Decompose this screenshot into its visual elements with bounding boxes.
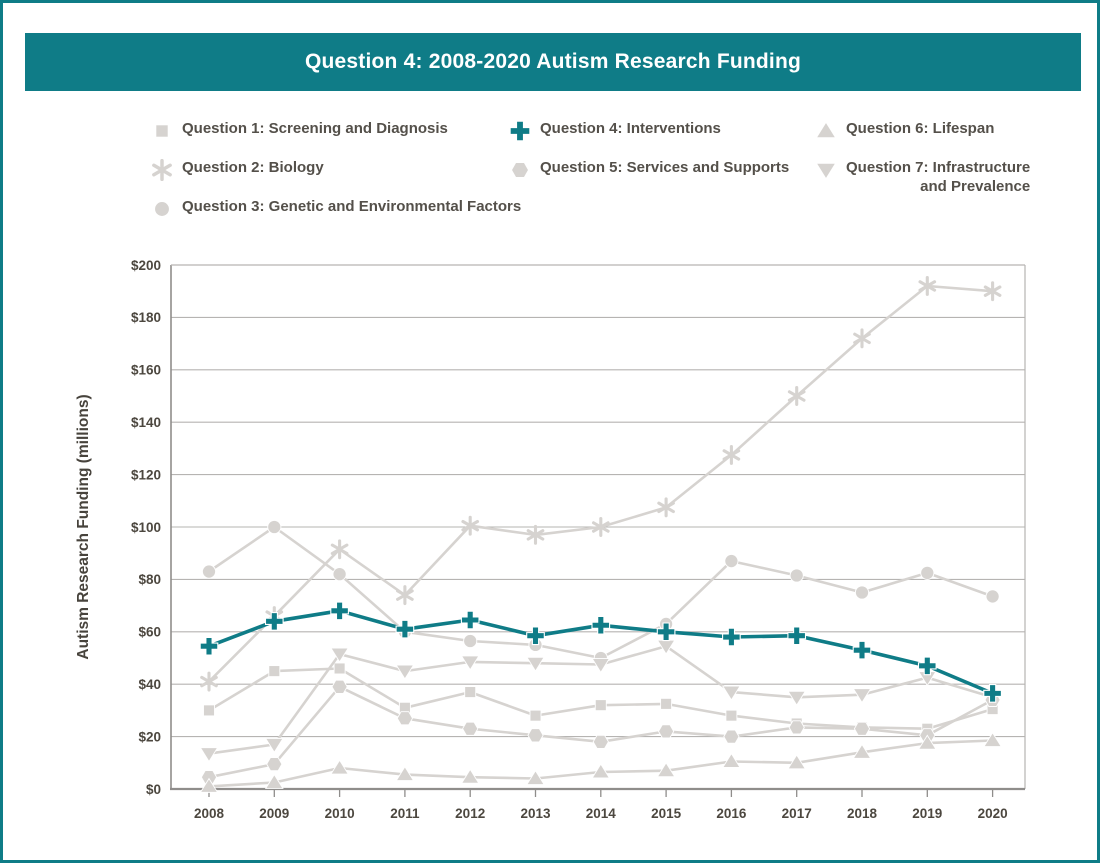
x-tick-label: 2009 <box>259 806 290 821</box>
circle-marker-icon <box>333 568 346 581</box>
legend-item-label: Question 1: Screening and Diagnosis <box>182 120 448 137</box>
x-tick-label: 2017 <box>781 806 812 821</box>
circle-marker-icon <box>790 569 803 582</box>
plus-marker-icon <box>396 620 414 638</box>
funding-line-chart <box>3 3 1100 863</box>
y-tick-label: $100 <box>130 519 161 535</box>
circle-marker-icon <box>202 565 215 578</box>
hexagon-marker-icon <box>789 721 804 734</box>
x-tick-label: 2008 <box>193 806 225 821</box>
series-q3 <box>202 520 999 664</box>
plus-marker-icon <box>331 602 349 620</box>
circle-marker-icon <box>464 634 477 647</box>
hexagon-marker-icon <box>724 730 739 743</box>
legend-item-label: Question 6: Lifespan <box>846 120 995 137</box>
hexagon-marker-icon <box>332 680 347 693</box>
square-marker-icon <box>530 710 541 721</box>
y-tick-label: $160 <box>130 362 161 378</box>
x-tick-label: 2014 <box>585 806 616 821</box>
plus-marker-icon <box>200 637 218 655</box>
series-q1 <box>204 663 999 734</box>
square-marker-icon <box>334 663 345 674</box>
circle-marker-icon <box>986 590 999 603</box>
circle-marker-icon <box>725 554 738 567</box>
x-tick-label: 2016 <box>716 806 747 821</box>
plus-marker-icon <box>266 613 284 631</box>
legend-item-label: Question 5: Services and Supports <box>540 159 790 176</box>
circle-marker-icon <box>268 520 281 533</box>
legend-item-label: Question 4: Interventions <box>540 120 721 137</box>
plus-marker-icon <box>461 611 479 629</box>
y-tick-label: $140 <box>130 415 161 430</box>
hexagon-marker-icon <box>397 712 412 725</box>
asterisk-marker-icon <box>659 499 674 516</box>
triangle-down-marker-icon <box>396 665 413 679</box>
square-marker-icon <box>726 710 737 721</box>
legend-item-label: Question 2: Biology <box>182 159 324 176</box>
y-tick-label: $60 <box>138 624 161 640</box>
y-tick-label: $80 <box>138 572 161 588</box>
hexagon-marker-icon <box>593 735 608 748</box>
y-tick-label: $20 <box>138 729 161 745</box>
plus-marker-icon <box>853 641 871 659</box>
plus-marker-icon <box>723 628 741 646</box>
x-tick-label: 2019 <box>912 806 943 821</box>
plus-marker-icon <box>788 627 806 645</box>
x-tick-label: 2013 <box>520 806 551 821</box>
x-tick-label: 2011 <box>390 806 420 821</box>
page-title: Question 4: 2008-2020 Autism Research Funding <box>304 50 802 73</box>
legend-item-label: Question 3: Genetic and Environmental Factors <box>182 198 522 215</box>
x-tick-label: 2012 <box>455 806 486 821</box>
y-axis-label: Autism Research Funding (millions) <box>75 394 92 660</box>
square-marker-icon <box>204 705 215 716</box>
x-tick-label: 2018 <box>846 806 878 821</box>
triangle-down-marker-icon <box>200 748 217 762</box>
hexagon-marker-icon <box>463 722 478 735</box>
square-marker-icon <box>465 687 476 698</box>
series-line-q1 <box>209 669 993 729</box>
hexagon-marker-icon <box>528 729 543 742</box>
y-tick-label: $200 <box>130 257 161 273</box>
square-marker-icon <box>269 666 280 677</box>
square-marker-icon <box>661 698 672 709</box>
triangle-up-marker-icon <box>331 760 348 774</box>
y-tick-label: $40 <box>138 677 161 692</box>
y-tick-label: $120 <box>130 467 161 483</box>
hexagon-marker-icon <box>854 722 869 735</box>
legend-item-label: Question 7: Infrastructure and Prevalence <box>846 159 1031 195</box>
y-tick-label: $180 <box>130 310 161 326</box>
series-line-q3 <box>209 527 993 658</box>
x-tick-label: 2015 <box>651 806 682 821</box>
hexagon-marker-icon <box>659 725 674 738</box>
y-tick-label: $0 <box>145 781 161 797</box>
x-tick-label: 2020 <box>977 806 1008 821</box>
x-tick-label: 2010 <box>324 806 355 821</box>
circle-marker-icon <box>855 586 868 599</box>
hexagon-marker-icon <box>267 758 282 771</box>
circle-marker-icon <box>921 566 934 579</box>
square-marker-icon <box>595 700 606 711</box>
